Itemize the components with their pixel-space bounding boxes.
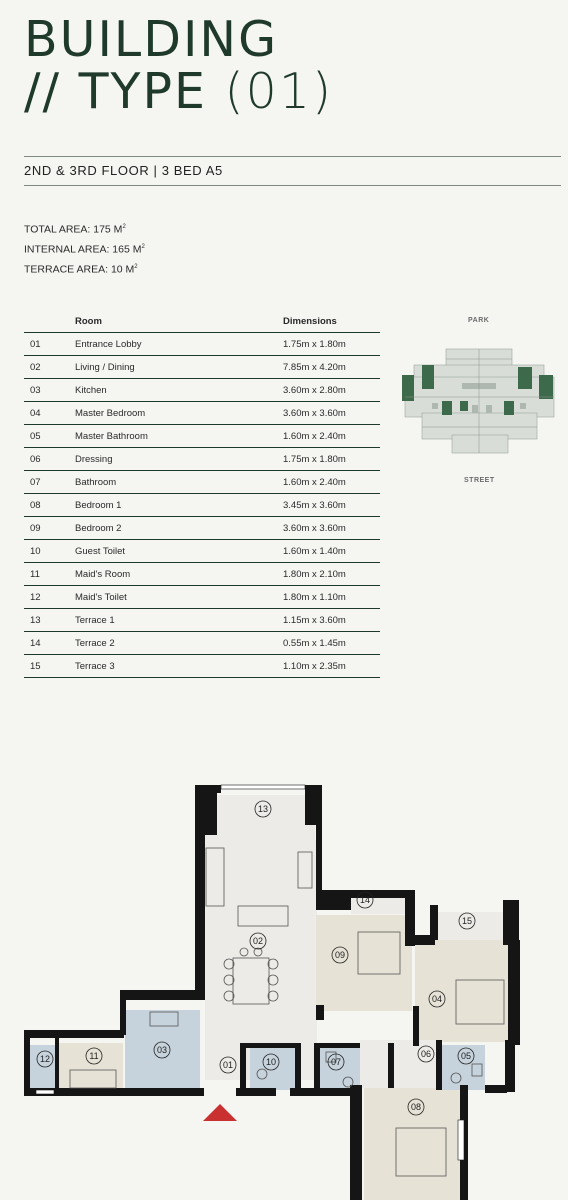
room-name-cell: Maid's Toilet (75, 586, 283, 609)
title-type-number: (01) (224, 63, 334, 120)
room-number-cell: 05 (24, 425, 75, 448)
col-header-room: Room (75, 311, 283, 333)
room-name-cell: Maid's Room (75, 563, 283, 586)
room-number-cell: 11 (24, 563, 75, 586)
title-type-text: // TYPE (24, 63, 225, 120)
internal-area: INTERNAL AREA: 165 $M^2$ (24, 243, 145, 256)
keyplan-street-label: STREET (464, 477, 495, 484)
room-dimension-cell: 3.60m x 3.60m (283, 517, 380, 540)
room-dimension-cell: 1.60m x 2.40m (283, 425, 380, 448)
room-name-cell: Master Bedroom (75, 402, 283, 425)
room-dimension-cell: 3.60m x 2.80m (283, 379, 380, 402)
room-number-cell: 02 (24, 356, 75, 379)
svg-text:07: 07 (330, 1057, 342, 1067)
room-number-cell: 06 (24, 448, 75, 471)
room-name-cell: Terrace 1 (75, 609, 283, 632)
title-line-1: BUILDING (24, 11, 279, 68)
svg-text:02: 02 (252, 936, 264, 946)
room-number-cell: 04 (24, 402, 75, 425)
svg-text:06: 06 (420, 1049, 432, 1059)
room-name-cell: Entrance Lobby (75, 333, 283, 356)
terrace-area: TERRACE AREA: 10 $M^2$ (24, 263, 138, 276)
room-dimension-cell: 1.15m x 3.60m (283, 609, 380, 632)
room-dimension-cell: 1.60m x 2.40m (283, 471, 380, 494)
keyplan-park-label: PARK (468, 317, 490, 324)
room-number-cell: 14 (24, 632, 75, 655)
room-number-cell: 08 (24, 494, 75, 517)
svg-text:13: 13 (257, 804, 269, 814)
maid-toilet-floor (28, 1045, 58, 1090)
room-number-cell: 01 (24, 333, 75, 356)
svg-text:08: 08 (410, 1102, 422, 1112)
room-name-cell: Bedroom 1 (75, 494, 283, 517)
room-name-cell: Master Bathroom (75, 425, 283, 448)
room-dimension-cell: 1.60m x 1.40m (283, 540, 380, 563)
room-number-cell: 15 (24, 655, 75, 678)
room-dimension-cell: 0.55m x 1.45m (283, 632, 380, 655)
room-dimension-cell: 1.80m x 2.10m (283, 563, 380, 586)
room-number-cell: 03 (24, 379, 75, 402)
room-number-cell: 10 (24, 540, 75, 563)
room-number-cell: 12 (24, 586, 75, 609)
room-number-cell: 13 (24, 609, 75, 632)
svg-text:11: 11 (89, 1051, 99, 1061)
room-name-cell: Dressing (75, 448, 283, 471)
room-dimension-cell: 3.45m x 3.60m (283, 494, 380, 517)
room-dimension-cell: 3.60m x 3.60m (283, 402, 380, 425)
room-number-cell: 07 (24, 471, 75, 494)
room-dimension-cell: 7.85m x 4.20m (283, 356, 380, 379)
room-name-cell: Terrace 3 (75, 655, 283, 678)
svg-text:01: 01 (222, 1060, 234, 1070)
room-name-cell: Bedroom 2 (75, 517, 283, 540)
room-name-cell: Bathroom (75, 471, 283, 494)
hall-floor (360, 1040, 440, 1088)
svg-text:09: 09 (334, 950, 346, 960)
room-dimension-cell: 1.10m x 2.35m (283, 655, 380, 678)
room-number-cell: 09 (24, 517, 75, 540)
room-dimension-cell: 1.75m x 1.80m (283, 333, 380, 356)
room-name-cell: Guest Toilet (75, 540, 283, 563)
entrance-arrow-icon (203, 1104, 237, 1121)
svg-text:15: 15 (461, 916, 473, 926)
svg-text:14: 14 (359, 895, 371, 905)
total-area: TOTAL AREA: 175 $M^2$ (24, 223, 126, 236)
room-name-cell: Living / Dining (75, 356, 283, 379)
svg-text:10: 10 (265, 1057, 277, 1067)
svg-text:03: 03 (156, 1045, 168, 1055)
room-dimension-cell: 1.75m x 1.80m (283, 448, 380, 471)
svg-text:12: 12 (39, 1054, 51, 1064)
room-name-cell: Kitchen (75, 379, 283, 402)
floor-label: 2ND & 3RD FLOOR | 3 BED A5 (24, 163, 223, 178)
svg-text:05: 05 (460, 1051, 472, 1061)
bedroom-2-floor (316, 915, 412, 1011)
master-bedroom-floor (415, 940, 510, 1042)
room-name-cell: Terrace 2 (75, 632, 283, 655)
svg-text:04: 04 (431, 994, 443, 1004)
col-header-dimensions: Dimensions (283, 311, 380, 333)
room-dimension-cell: 1.80m x 1.10m (283, 586, 380, 609)
